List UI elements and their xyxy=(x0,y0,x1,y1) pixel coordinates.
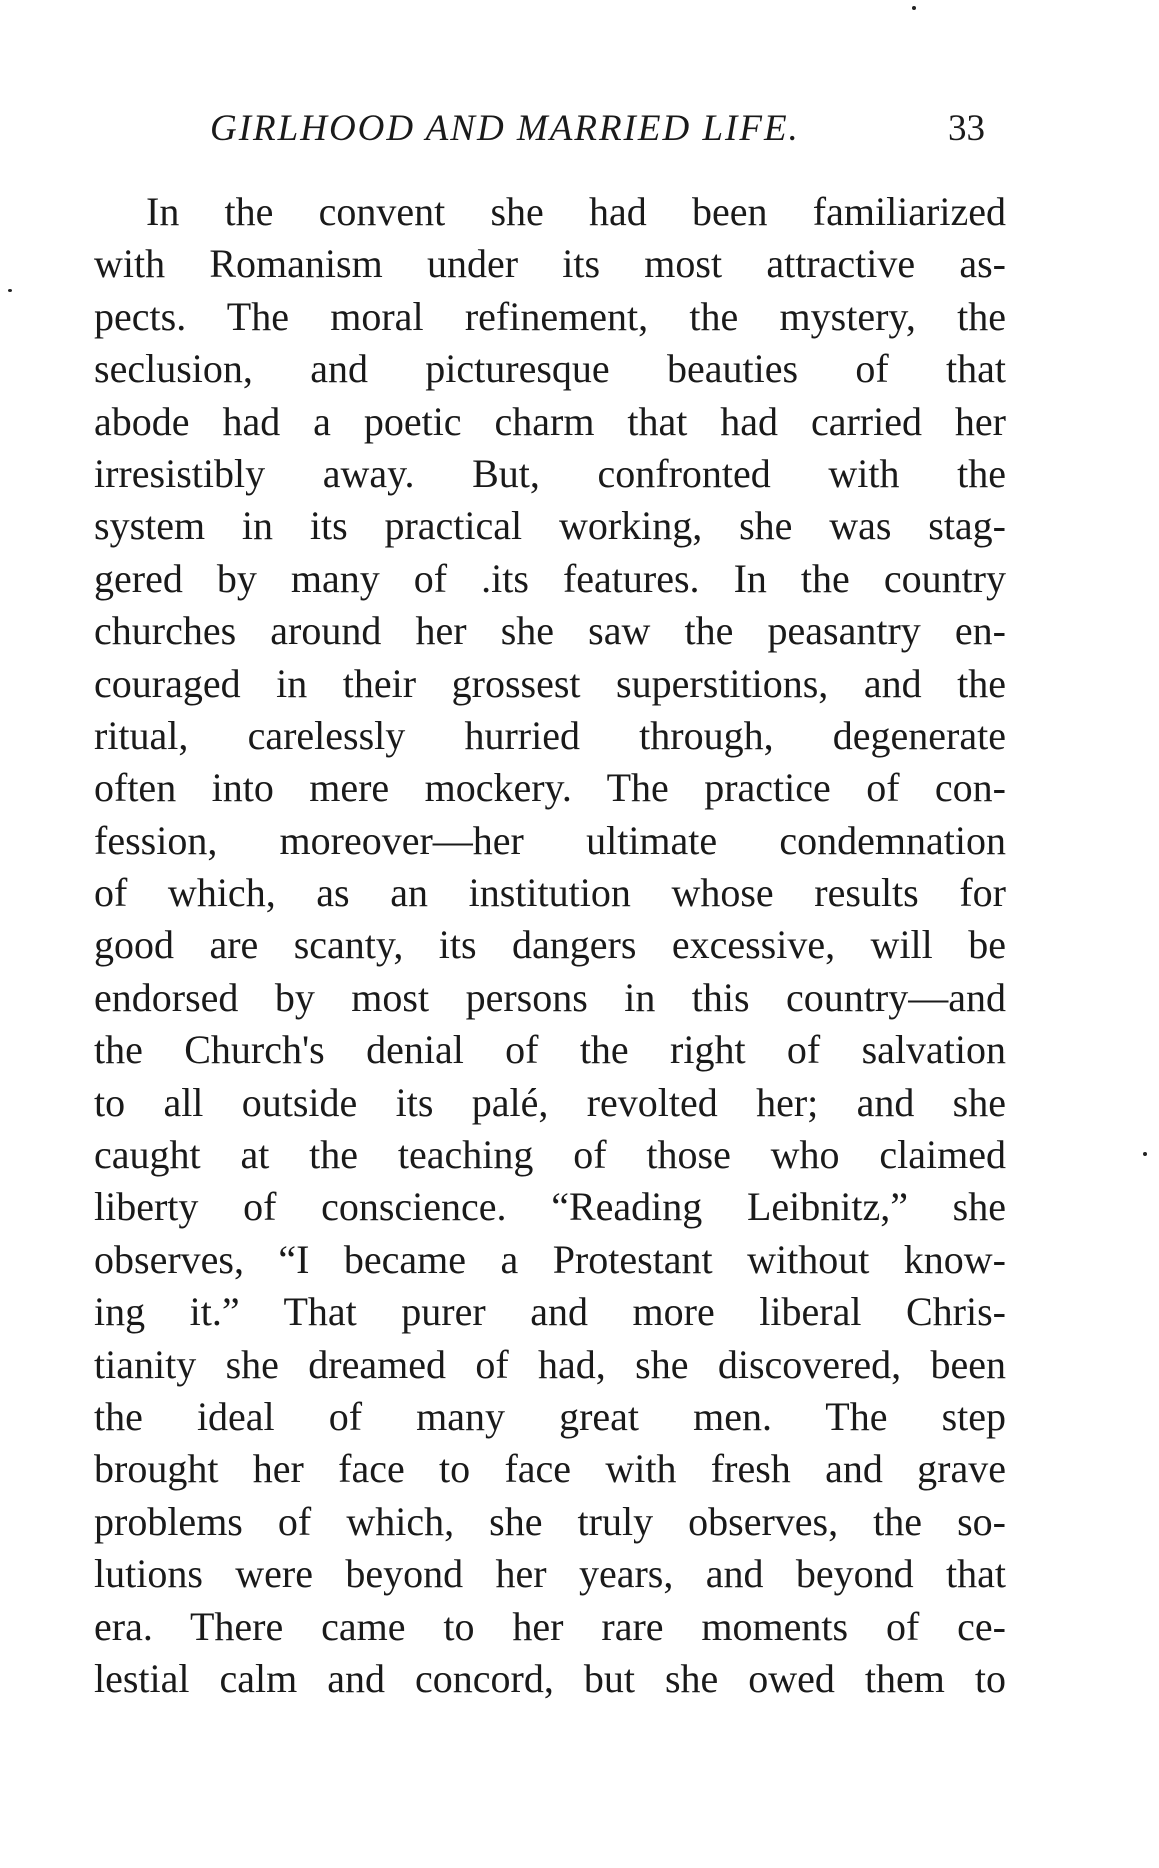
text-line: observes, “I became a Protestant without know- xyxy=(94,1236,1006,1282)
text-line: couraged in their grossest superstitions, and the xyxy=(94,660,1006,706)
text-line: with Romanism under its most attractive as- xyxy=(94,241,1006,287)
text-line: of which, as an institution whose results for xyxy=(94,870,1006,916)
text-line: brought her face to face with fresh and grave xyxy=(94,1446,1006,1492)
text-line: often into mere mockery. The practice of con- xyxy=(94,765,1006,811)
text-line: system in its practical working, she was stag- xyxy=(94,503,1006,549)
text-line: ritual, carelessly hurried through, degenerate xyxy=(94,712,1006,758)
text-line: problems of which, she truly observes, the so- xyxy=(94,1498,1006,1544)
text-line: irresistibly away. But, confronted with the xyxy=(94,450,1006,496)
running-title: GIRLHOOD AND MARRIED LIFE. xyxy=(210,108,800,149)
text-line: the Church's denial of the right of salvation xyxy=(94,1027,1006,1073)
text-line: lestial calm and concord, but she owed them to xyxy=(94,1655,1006,1701)
text-line: fession, moreover—her ultimate condemnation xyxy=(94,817,1006,863)
text-line: the ideal of many great men. The step xyxy=(94,1393,1006,1439)
text-line: to all outside its palé, revolted her; and she xyxy=(94,1079,1006,1125)
text-line: good are scanty, its dangers excessive, will be xyxy=(94,922,1006,968)
print-speck xyxy=(912,6,916,10)
text-line: lutions were beyond her years, and beyond that xyxy=(94,1551,1006,1597)
text-line: seclusion, and picturesque beauties of that xyxy=(94,346,1006,392)
text-line: pects. The moral refinement, the mystery, the xyxy=(94,293,1006,339)
text-line: liberty of conscience. “Reading Leibnitz,” she xyxy=(94,1184,1006,1230)
body-text xyxy=(94,186,1006,1705)
text-line: era. There came to her rare moments of ce- xyxy=(94,1603,1006,1649)
running-head xyxy=(210,104,1010,154)
text-line: caught at the teaching of those who claimed xyxy=(94,1132,1006,1178)
text-line: ing it.” That purer and more liberal Chris- xyxy=(94,1289,1006,1335)
print-speck xyxy=(1143,1152,1147,1156)
text-line: abode had a poetic charm that had carried her xyxy=(94,398,1006,444)
text-line: gered by many of .its features. In the country xyxy=(94,555,1006,601)
text-line: tianity she dreamed of had, she discovered, been xyxy=(94,1341,1006,1387)
print-speck xyxy=(8,289,12,292)
text-line: In the convent she had been familiarized xyxy=(146,189,1006,234)
text-line: churches around her she saw the peasantry en- xyxy=(94,608,1006,654)
page-number: 33 xyxy=(948,108,985,149)
text-line: endorsed by most persons in this country—and xyxy=(94,974,1006,1020)
